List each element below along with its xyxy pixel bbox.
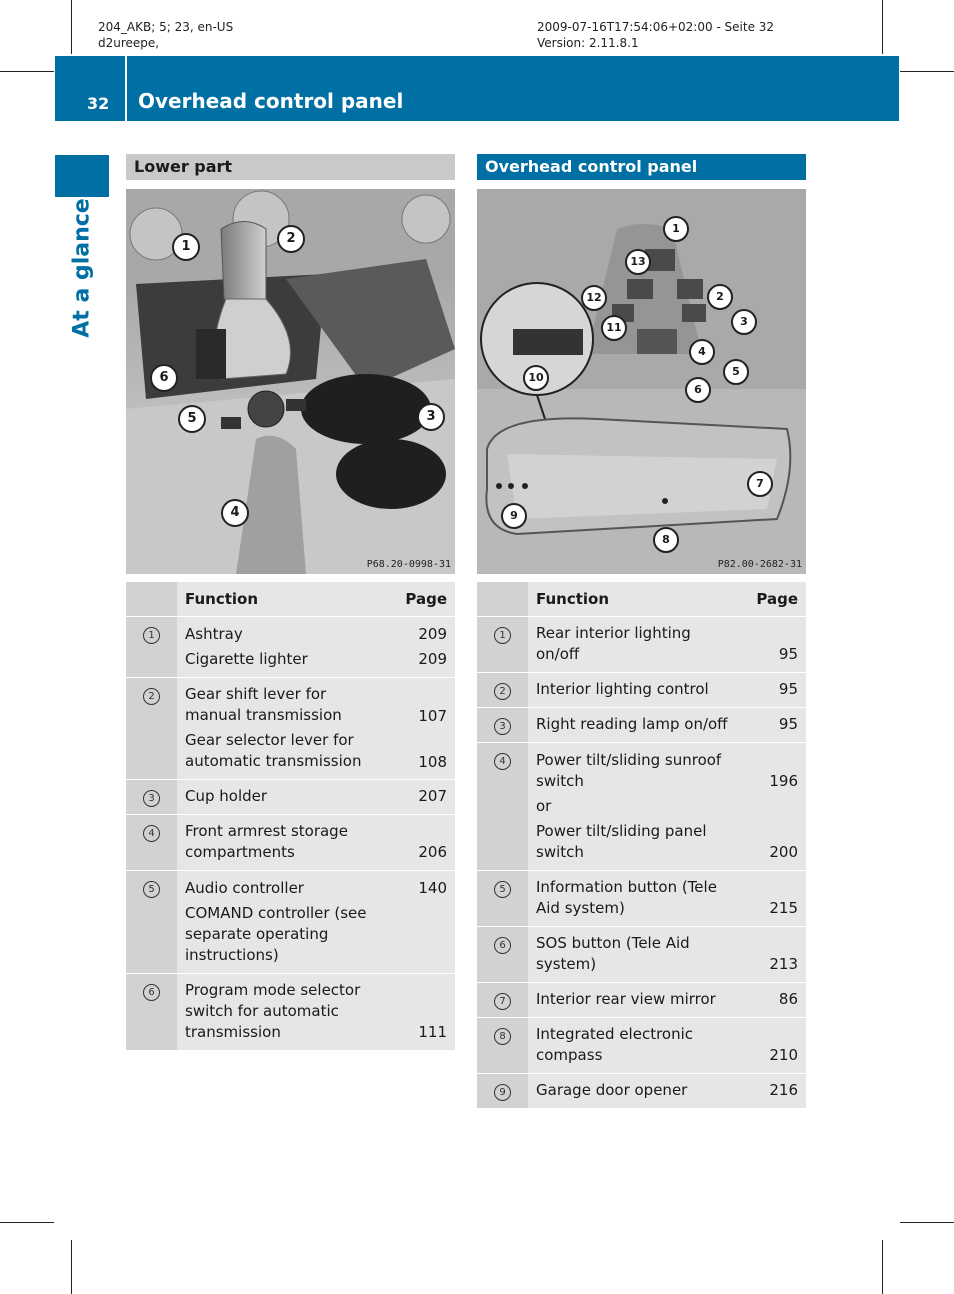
row-page: 95 [745,708,806,743]
row-number [477,926,528,982]
function-text: Information button (Tele Aid system) [536,877,717,917]
table-row [477,743,806,871]
page-title: Overhead control panel [138,89,404,113]
row-page: 95 [745,617,806,673]
item-number-badge: 3 [143,790,160,807]
callout-2: 2 [277,225,305,253]
page-number-link[interactable]: 108 [418,752,447,771]
row-function [528,1073,745,1108]
row-page [392,871,455,974]
item-number-badge: 2 [143,688,160,705]
row-number [126,780,177,815]
row-function [177,973,392,1050]
item-number-badge: 6 [143,984,160,1001]
crop-mark [900,71,954,72]
row-page: 215 [745,870,806,926]
callout-2: 2 [707,284,733,310]
table-row [126,780,455,815]
function-text: Interior lighting control [536,680,709,698]
print-meta-right [537,19,774,51]
table-body [477,617,806,1108]
crop-mark [0,1222,54,1223]
item-number-badge: 4 [143,825,160,842]
row-function [177,780,392,815]
header-divider [125,56,127,121]
page-header [55,56,899,121]
row-function [177,815,392,871]
callout-4: 4 [221,499,249,527]
row-number [477,1017,528,1073]
row-function [528,743,745,871]
row-number [126,973,177,1050]
callout-6: 6 [685,377,711,403]
callout-4: 4 [689,339,715,365]
row-page: 207 [392,780,455,815]
table-row [477,673,806,708]
page-number-link[interactable]: 209 [418,650,447,668]
table-row [477,982,806,1017]
function-text: SOS button (Tele Aid system) [536,933,690,973]
row-function [528,870,745,926]
table-row [126,815,455,871]
function-text: Audio controller [185,878,304,897]
row-function [528,1017,745,1073]
page-number-link[interactable]: 196 [769,772,798,790]
row-number [477,708,528,743]
callout-3: 3 [731,309,757,335]
row-number [477,870,528,926]
function-text: Right reading lamp on/off [536,715,728,733]
row-function [528,926,745,982]
function-text: Power tilt/sliding sunroof switch [536,750,722,790]
photo-code: P68.20-0998-31 [366,559,451,570]
item-number-badge: 5 [494,881,511,898]
callout-8: 8 [653,527,679,553]
function-text: Gear selector lever for automatic transmission [185,731,362,770]
row-function [177,677,392,780]
page-list [753,749,798,863]
table-header-page: Page [392,582,455,617]
meta-line: 2009-07-16T17:54:06+02:00 - Seite 32 [537,20,775,34]
page-list [400,684,447,773]
meta-line: 204_AKB; 5; 23, en-US [98,20,234,34]
crop-mark [0,71,54,72]
table-row [126,617,455,678]
page-number-link[interactable]: 140 [418,879,447,897]
lower-part-table [126,582,455,1050]
table-row [126,973,455,1050]
item-number-badge: 9 [494,1084,511,1101]
callout-11: 11 [601,315,627,341]
row-number [126,677,177,780]
callout-6: 6 [150,364,178,392]
item-number-badge: 8 [494,1028,511,1045]
table-row [477,1017,806,1073]
crop-mark [71,0,72,54]
row-page [392,677,455,780]
function-text: Power tilt/sliding panel switch [536,821,707,861]
row-page: 111 [392,973,455,1050]
side-tab-label: At a glance [69,198,95,338]
item-number-badge: 1 [494,627,511,644]
photo-code: P82.00-2682-31 [717,559,802,570]
table-header-row [126,582,455,617]
overhead-panel-table [477,582,806,1108]
row-number [126,815,177,871]
item-number-badge: 1 [143,627,160,644]
callout-1: 1 [172,233,200,261]
function-text: COMAND controller (see separate operating instructions) [185,903,367,964]
row-page: 95 [745,673,806,708]
page-number: 32 [87,94,110,113]
row-page [745,743,806,871]
row-page: 86 [745,982,806,1017]
row-number [477,743,528,871]
function-text: Gear shift lever for manual transmission [185,685,342,724]
lower-part-photo [126,189,455,574]
page-number-link[interactable]: 209 [418,625,447,643]
crop-mark [882,1240,883,1294]
page-number-link[interactable]: 200 [769,843,798,861]
callout-5: 5 [723,359,749,385]
callout-12: 12 [581,285,607,311]
callout-13: 13 [625,249,651,275]
row-number [126,871,177,974]
function-text: Cigarette lighter [185,649,308,668]
row-function [528,708,745,743]
page-list [400,623,447,670]
table-row [126,677,455,780]
row-number [477,673,528,708]
row-page: 216 [745,1073,806,1108]
row-function [528,617,745,673]
table-header-page: Page [745,582,806,617]
item-number-badge: 5 [143,881,160,898]
row-page: 213 [745,926,806,982]
function-text: Interior rear view mirror [536,989,716,1008]
function-text: Integrated electronic compass [536,1024,694,1064]
function-text: Cup holder [185,787,268,805]
table-row [477,870,806,926]
function-text: Ashtray [185,624,243,643]
row-number [477,1073,528,1108]
item-number-badge: 2 [494,683,511,700]
print-meta-left [98,19,233,51]
item-number-badge: 7 [494,993,511,1010]
item-number-badge: 6 [494,937,511,954]
table-row [477,708,806,743]
table-header-row [477,582,806,617]
page-number-link[interactable]: 107 [418,706,447,725]
table-header-function: Function [528,582,745,617]
table-header-number [126,582,177,617]
table-header-function: Function [177,582,392,617]
function-text: Garage door opener [536,1080,688,1099]
item-number-badge: 4 [494,753,511,770]
callout-10: 10 [523,365,549,391]
row-function [177,871,392,974]
row-number [477,982,528,1017]
callout-5: 5 [178,405,206,433]
crop-mark [900,1222,954,1223]
callout-9: 9 [501,503,527,529]
row-page: 206 [392,815,455,871]
table-row [477,926,806,982]
table-header-number [477,582,528,617]
row-page [392,617,455,678]
row-function [528,673,745,708]
row-page: 210 [745,1017,806,1073]
callout-7: 7 [747,471,773,497]
meta-line: Version: 2.11.8.1 [537,36,639,50]
function-text: Front armrest storage compartments [185,822,348,861]
section-heading-lower-part: Lower part [126,154,455,180]
side-tab-marker [55,155,109,197]
table-body [126,617,455,1050]
function-text: Rear interior lighting on/off [536,624,691,663]
overhead-panel-photo [477,189,806,574]
function-text: Program mode selector switch for automatic transmission [185,980,361,1041]
row-number [477,617,528,673]
meta-line: d2ureepe, [98,36,160,50]
function-text: or [536,796,552,815]
callout-3: 3 [417,403,445,431]
section-heading-overhead-panel: Overhead control panel [477,154,806,180]
callout-1: 1 [663,216,689,242]
crop-mark [882,0,883,54]
table-row [477,1073,806,1108]
row-number [126,617,177,678]
item-number-badge: 3 [494,718,511,735]
row-function [528,982,745,1017]
table-row [126,871,455,974]
row-function [177,617,392,678]
crop-mark [71,1240,72,1294]
table-row [477,617,806,673]
page-list [400,877,447,966]
